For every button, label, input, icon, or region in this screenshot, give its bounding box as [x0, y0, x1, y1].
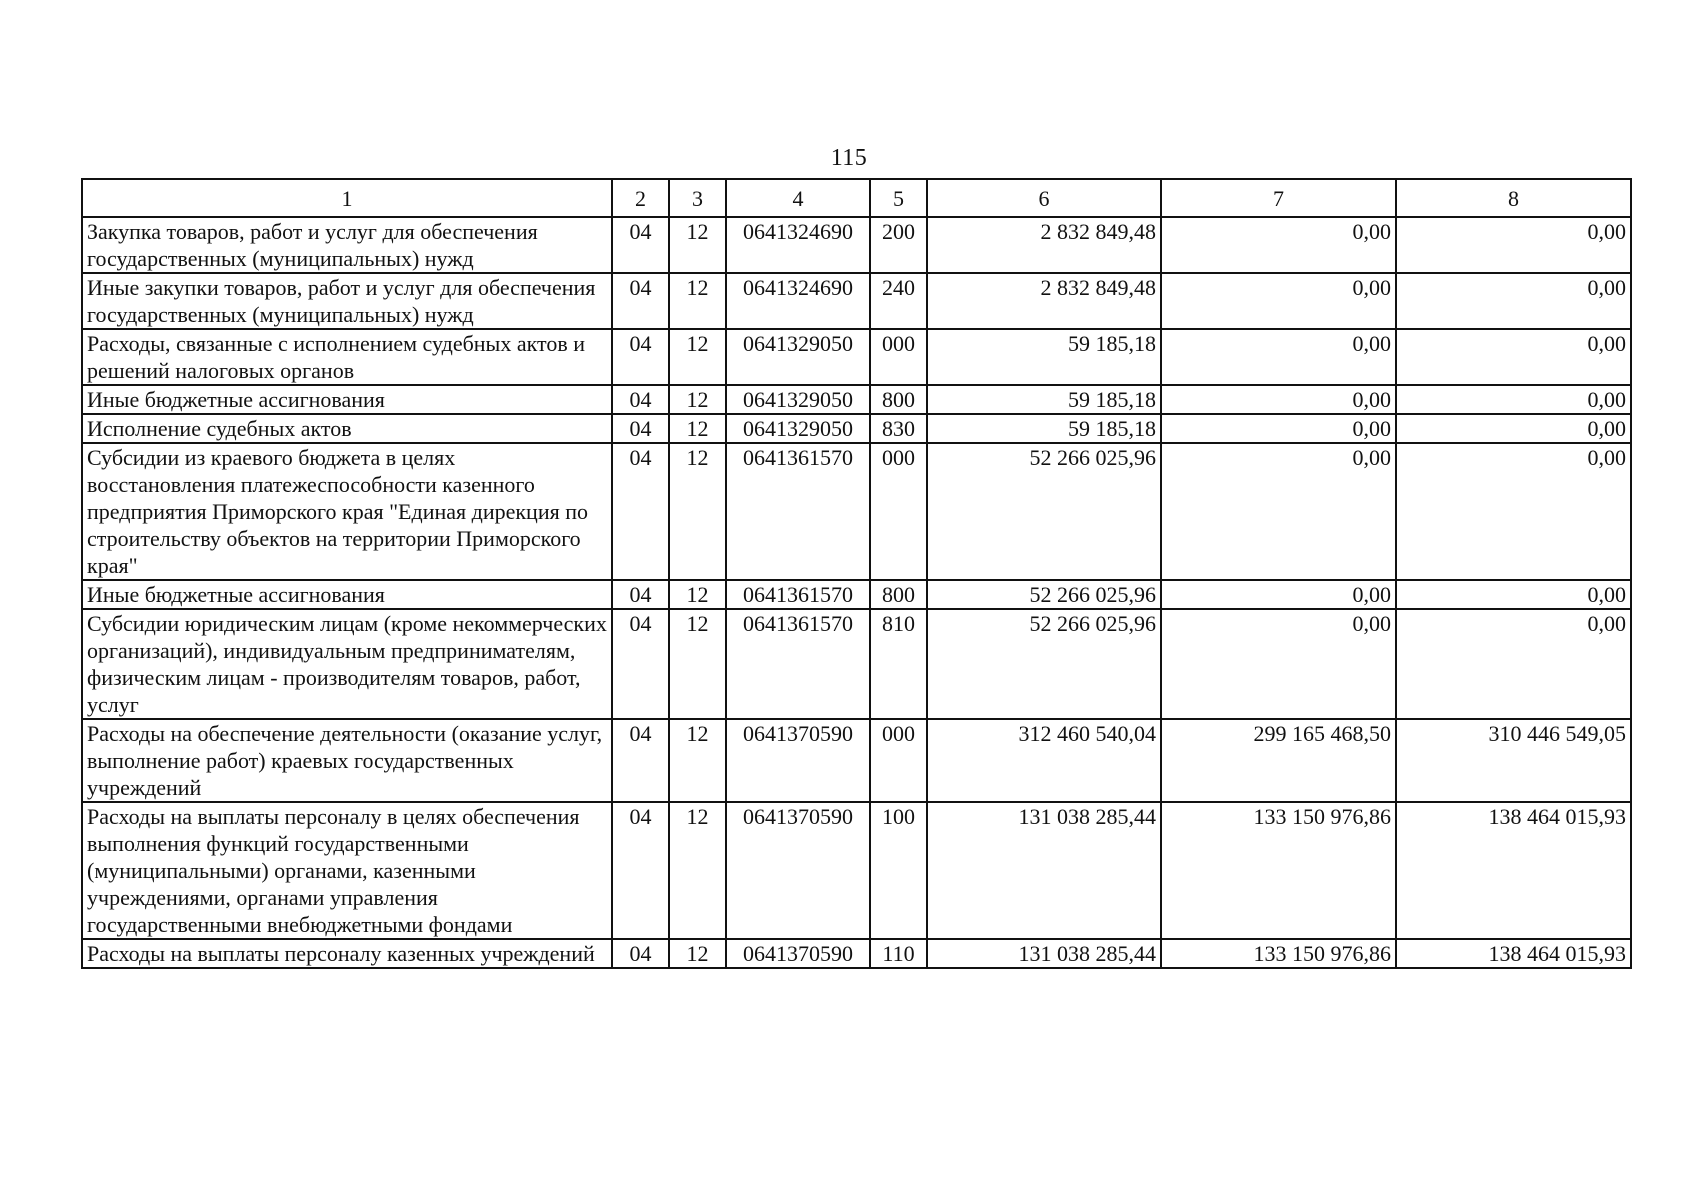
- row-name: Иные бюджетные ассигнования: [82, 385, 612, 414]
- amount-col7: 133 150 976,86: [1161, 939, 1396, 968]
- amount-col8: 0,00: [1396, 609, 1631, 719]
- target-article-code: 0641324690: [726, 273, 870, 329]
- table-row: [82, 273, 1631, 329]
- section-code: 04: [612, 329, 669, 385]
- target-article-code: 0641361570: [726, 443, 870, 580]
- amount-col8: 0,00: [1396, 385, 1631, 414]
- row-name: Иные закупки товаров, работ и услуг для обеспечения государственных (муниципальных) нужд: [82, 273, 612, 329]
- expense-type-code: 100: [870, 802, 927, 939]
- table-row: [82, 414, 1631, 443]
- amount-col6: 59 185,18: [927, 414, 1161, 443]
- section-code: 04: [612, 443, 669, 580]
- row-name: Исполнение судебных актов: [82, 414, 612, 443]
- amount-col6: 59 185,18: [927, 385, 1161, 414]
- amount-col8: 0,00: [1396, 217, 1631, 273]
- target-article-code: 0641324690: [726, 217, 870, 273]
- row-name: Расходы на обеспечение деятельности (оказание услуг, выполнение работ) краевых государственных учреждений: [82, 719, 612, 802]
- table-row: [82, 719, 1631, 802]
- subsection-code: 12: [669, 802, 726, 939]
- expense-type-code: 200: [870, 217, 927, 273]
- table-row: [82, 443, 1631, 580]
- expense-type-code: 240: [870, 273, 927, 329]
- col-header-2: 2: [612, 179, 669, 217]
- row-name: Закупка товаров, работ и услуг для обеспечения государственных (муниципальных) нужд: [82, 217, 612, 273]
- amount-col8: 310 446 549,05: [1396, 719, 1631, 802]
- target-article-code: 0641370590: [726, 719, 870, 802]
- table-row: [82, 385, 1631, 414]
- target-article-code: 0641370590: [726, 939, 870, 968]
- subsection-code: 12: [669, 414, 726, 443]
- subsection-code: 12: [669, 443, 726, 580]
- amount-col8: 0,00: [1396, 443, 1631, 580]
- row-name: Расходы, связанные с исполнением судебных актов и решений налоговых органов: [82, 329, 612, 385]
- amount-col6: 312 460 540,04: [927, 719, 1161, 802]
- section-code: 04: [612, 414, 669, 443]
- section-code: 04: [612, 217, 669, 273]
- amount-col6: 52 266 025,96: [927, 609, 1161, 719]
- amount-col6: 52 266 025,96: [927, 580, 1161, 609]
- amount-col7: 0,00: [1161, 443, 1396, 580]
- table-row: [82, 802, 1631, 939]
- amount-col7: 133 150 976,86: [1161, 802, 1396, 939]
- amount-col7: 0,00: [1161, 580, 1396, 609]
- amount-col7: 299 165 468,50: [1161, 719, 1396, 802]
- table-row: [82, 609, 1631, 719]
- amount-col8: 138 464 015,93: [1396, 939, 1631, 968]
- amount-col7: 0,00: [1161, 609, 1396, 719]
- amount-col6: 131 038 285,44: [927, 939, 1161, 968]
- subsection-code: 12: [669, 217, 726, 273]
- section-code: 04: [612, 609, 669, 719]
- col-header-3: 3: [669, 179, 726, 217]
- amount-col7: 0,00: [1161, 385, 1396, 414]
- col-header-6: 6: [927, 179, 1161, 217]
- target-article-code: 0641329050: [726, 414, 870, 443]
- amount-col8: 138 464 015,93: [1396, 802, 1631, 939]
- target-article-code: 0641361570: [726, 580, 870, 609]
- amount-col7: 0,00: [1161, 329, 1396, 385]
- header-row: [82, 179, 1631, 217]
- subsection-code: 12: [669, 329, 726, 385]
- expense-type-code: 810: [870, 609, 927, 719]
- section-code: 04: [612, 580, 669, 609]
- expense-type-code: 000: [870, 719, 927, 802]
- section-code: 04: [612, 802, 669, 939]
- amount-col8: 0,00: [1396, 580, 1631, 609]
- row-name: Расходы на выплаты персоналу в целях обеспечения выполнения функций государственными (муниципальными) органами, казенными учреждениями, органами управления государственными внебюджетными фондами: [82, 802, 612, 939]
- row-name: Иные бюджетные ассигнования: [82, 580, 612, 609]
- section-code: 04: [612, 273, 669, 329]
- table-row: [82, 329, 1631, 385]
- amount-col8: 0,00: [1396, 414, 1631, 443]
- table-row: [82, 939, 1631, 968]
- target-article-code: 0641361570: [726, 609, 870, 719]
- row-name: Субсидии из краевого бюджета в целях восстановления платежеспособности казенного предприятия Приморского края "Единая дирекция по строительству объектов на территории Приморского края": [82, 443, 612, 580]
- expense-type-code: 830: [870, 414, 927, 443]
- col-header-5: 5: [870, 179, 927, 217]
- expense-type-code: 110: [870, 939, 927, 968]
- subsection-code: 12: [669, 273, 726, 329]
- table-row: [82, 580, 1631, 609]
- amount-col8: 0,00: [1396, 329, 1631, 385]
- target-article-code: 0641329050: [726, 385, 870, 414]
- table-row: [82, 217, 1631, 273]
- amount-col6: 59 185,18: [927, 329, 1161, 385]
- page-number: 115: [830, 145, 868, 171]
- row-name: Субсидии юридическим лицам (кроме некоммерческих организаций), индивидуальным предпринимателям, физическим лицам - производителям товаров, работ, услуг: [82, 609, 612, 719]
- amount-col6: 2 832 849,48: [927, 273, 1161, 329]
- col-header-7: 7: [1161, 179, 1396, 217]
- amount-col8: 0,00: [1396, 273, 1631, 329]
- amount-col7: 0,00: [1161, 273, 1396, 329]
- budget-table: [81, 178, 1632, 969]
- section-code: 04: [612, 385, 669, 414]
- amount-col7: 0,00: [1161, 217, 1396, 273]
- expense-type-code: 000: [870, 329, 927, 385]
- expense-type-code: 800: [870, 580, 927, 609]
- expense-type-code: 000: [870, 443, 927, 580]
- subsection-code: 12: [669, 939, 726, 968]
- section-code: 04: [612, 939, 669, 968]
- amount-col7: 0,00: [1161, 414, 1396, 443]
- expense-type-code: 800: [870, 385, 927, 414]
- section-code: 04: [612, 719, 669, 802]
- subsection-code: 12: [669, 609, 726, 719]
- amount-col6: 52 266 025,96: [927, 443, 1161, 580]
- subsection-code: 12: [669, 580, 726, 609]
- col-header-8: 8: [1396, 179, 1631, 217]
- col-header-4: 4: [726, 179, 870, 217]
- target-article-code: 0641370590: [726, 802, 870, 939]
- amount-col6: 2 832 849,48: [927, 217, 1161, 273]
- col-header-1: 1: [82, 179, 612, 217]
- subsection-code: 12: [669, 385, 726, 414]
- amount-col6: 131 038 285,44: [927, 802, 1161, 939]
- target-article-code: 0641329050: [726, 329, 870, 385]
- subsection-code: 12: [669, 719, 726, 802]
- row-name: Расходы на выплаты персоналу казенных учреждений: [82, 939, 612, 968]
